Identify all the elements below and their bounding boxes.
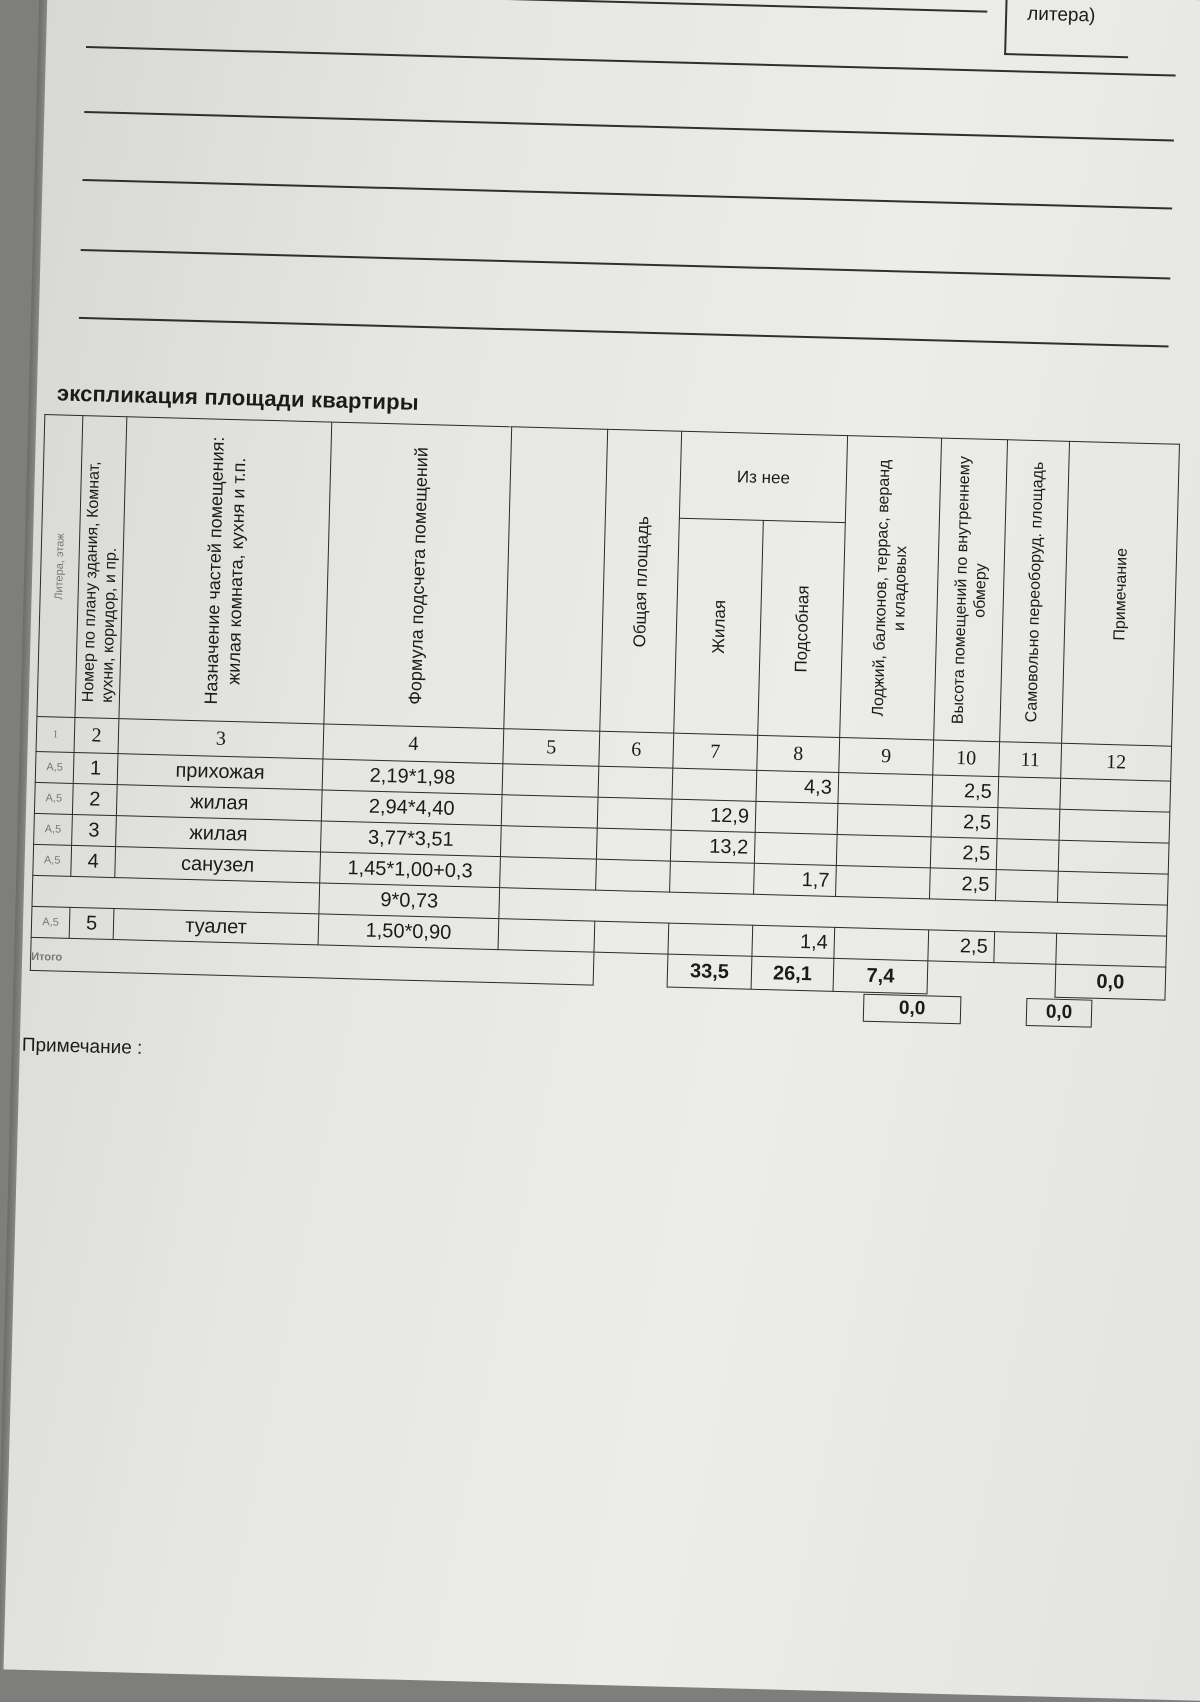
cell-living: 12,9 bbox=[671, 799, 756, 832]
cell-litera: А,5 bbox=[31, 906, 70, 938]
cell-total-area bbox=[597, 797, 672, 830]
cell-auxiliary bbox=[754, 832, 837, 865]
cell-note bbox=[1060, 778, 1171, 812]
cell-gap bbox=[593, 952, 668, 987]
cell-loggias bbox=[834, 927, 929, 960]
blank-line-0 bbox=[88, 0, 988, 13]
cell-auxiliary: 1,7 bbox=[754, 863, 837, 896]
total-unauthorized-value: 0,0 bbox=[1055, 964, 1166, 1000]
cell-col5 bbox=[500, 826, 597, 860]
cell-loggias bbox=[837, 803, 932, 836]
cell-gap bbox=[927, 961, 1056, 997]
cell-litera: А,5 bbox=[35, 751, 74, 783]
cell-unauthorized bbox=[998, 777, 1061, 810]
header-purpose: Назначение частей помещения: жилая комната, кухня и т.п. bbox=[119, 417, 332, 724]
cell-formula: 3,77*3,51 bbox=[321, 821, 502, 857]
header-living: Жилая bbox=[674, 518, 764, 735]
column-number: 2 bbox=[74, 717, 119, 753]
header-col5 bbox=[504, 427, 608, 731]
cell-auxiliary: 1,4 bbox=[752, 925, 835, 958]
page-title: экспликация площади квартиры bbox=[56, 380, 420, 415]
cell-purpose: санузел bbox=[115, 847, 321, 883]
cell-number: 3 bbox=[72, 814, 117, 846]
cell-living bbox=[668, 923, 753, 956]
cell-total-area bbox=[594, 921, 669, 954]
header-litera: Литера, этаж bbox=[37, 415, 83, 718]
cell-col5 bbox=[501, 795, 598, 829]
cell-total-area bbox=[598, 766, 673, 799]
cell-auxiliary: 4,3 bbox=[756, 770, 839, 803]
blank-line-5 bbox=[79, 317, 1169, 348]
cell-height: 2,5 bbox=[930, 837, 997, 870]
header-of-which: Из нее bbox=[679, 431, 847, 522]
cell-formula: 2,19*1,98 bbox=[322, 759, 503, 795]
cell-total-area bbox=[596, 859, 671, 892]
litera-fragment: литера) bbox=[1026, 3, 1096, 27]
header-formula: Формула подсчета помещений bbox=[324, 422, 512, 729]
cell-height: 2,5 bbox=[931, 806, 998, 839]
note-label: Примечание : bbox=[21, 1034, 143, 1059]
column-number: 5 bbox=[503, 729, 600, 767]
total-auxiliary-value: 7,4 bbox=[833, 958, 928, 993]
cell-note bbox=[1057, 871, 1168, 905]
cell-unauthorized bbox=[995, 870, 1058, 903]
header-total-area: Общая площадь bbox=[600, 429, 682, 733]
column-number: 4 bbox=[323, 724, 504, 764]
document-page bbox=[3, 0, 1200, 1702]
cell-litera: А,5 bbox=[34, 782, 73, 814]
cell-purpose: прихожая bbox=[117, 754, 323, 790]
cell-col5 bbox=[502, 764, 599, 798]
cell-note bbox=[1058, 840, 1169, 874]
total-area-value: 33,5 bbox=[667, 954, 752, 989]
header-room-number: Номер по плану здания, Комнат, кухни, коридор, и пр. bbox=[75, 416, 127, 719]
column-number: 1 bbox=[36, 716, 75, 752]
column-number: 7 bbox=[673, 733, 758, 770]
cell-height: 2,5 bbox=[932, 775, 999, 808]
cell-loggias bbox=[836, 865, 931, 898]
cell-loggias bbox=[838, 772, 933, 805]
cell-col5 bbox=[498, 919, 595, 953]
cell-note bbox=[1059, 809, 1170, 843]
cell-litera: А,5 bbox=[33, 844, 72, 876]
cell-height: 2,5 bbox=[928, 930, 995, 963]
cell-purpose: туалет bbox=[113, 909, 319, 945]
cell-height: 2,5 bbox=[929, 868, 996, 901]
cell-purpose: жилая bbox=[116, 816, 322, 852]
column-number: 6 bbox=[599, 731, 674, 768]
cell-purpose: жилая bbox=[116, 785, 322, 821]
cell-formula: 2,94*4,40 bbox=[321, 790, 502, 826]
column-number: 11 bbox=[999, 742, 1062, 779]
total-loggias-box: 0,0 bbox=[863, 994, 962, 1025]
column-number: 8 bbox=[757, 735, 840, 772]
header-unauthorized: Самовольно переоборуд. площадь bbox=[1000, 440, 1070, 744]
header-height: Высота помещений по внутреннему обмеру bbox=[934, 438, 1008, 742]
cell-formula: 1,45*1,00+0,3 bbox=[320, 852, 501, 888]
blank-line-2 bbox=[84, 111, 1174, 142]
cell-total-area bbox=[596, 828, 671, 861]
cell-litera: А,5 bbox=[34, 813, 73, 845]
header-loggias: Лоджий, балконов, террас, веранд и кладовых bbox=[840, 436, 942, 740]
cell-number: 5 bbox=[69, 907, 114, 939]
cell-unauthorized bbox=[994, 932, 1057, 965]
totals-label: Итого bbox=[30, 937, 594, 985]
cell-living bbox=[670, 861, 755, 894]
column-number: 12 bbox=[1061, 743, 1172, 781]
cell-unauthorized bbox=[997, 808, 1060, 841]
column-number: 9 bbox=[839, 737, 934, 774]
column-number: 3 bbox=[118, 719, 324, 759]
cell-number: 2 bbox=[72, 783, 117, 815]
blank-line-3 bbox=[82, 179, 1172, 210]
cell-number: 1 bbox=[73, 752, 118, 784]
cell-formula-continuation: 9*0,73 bbox=[319, 883, 500, 919]
cell-living bbox=[672, 768, 757, 801]
cell-loggias bbox=[836, 834, 931, 867]
total-living-value: 26,1 bbox=[751, 956, 834, 991]
cell-note bbox=[1056, 933, 1167, 967]
header-auxiliary: Подсобная bbox=[758, 520, 846, 737]
column-number: 10 bbox=[933, 740, 1000, 777]
cell-number: 4 bbox=[71, 845, 116, 877]
header-note: Примечание bbox=[1062, 441, 1180, 746]
explication-table bbox=[30, 414, 1180, 1001]
cell-col5 bbox=[500, 857, 597, 891]
cell-living: 13,2 bbox=[670, 830, 755, 863]
cell-auxiliary bbox=[755, 801, 838, 834]
total-unauthorized-box: 0,0 bbox=[1026, 998, 1093, 1028]
blank-line-4 bbox=[81, 249, 1171, 280]
cell-formula: 1,50*0,90 bbox=[318, 914, 499, 950]
cell-unauthorized bbox=[996, 839, 1059, 872]
